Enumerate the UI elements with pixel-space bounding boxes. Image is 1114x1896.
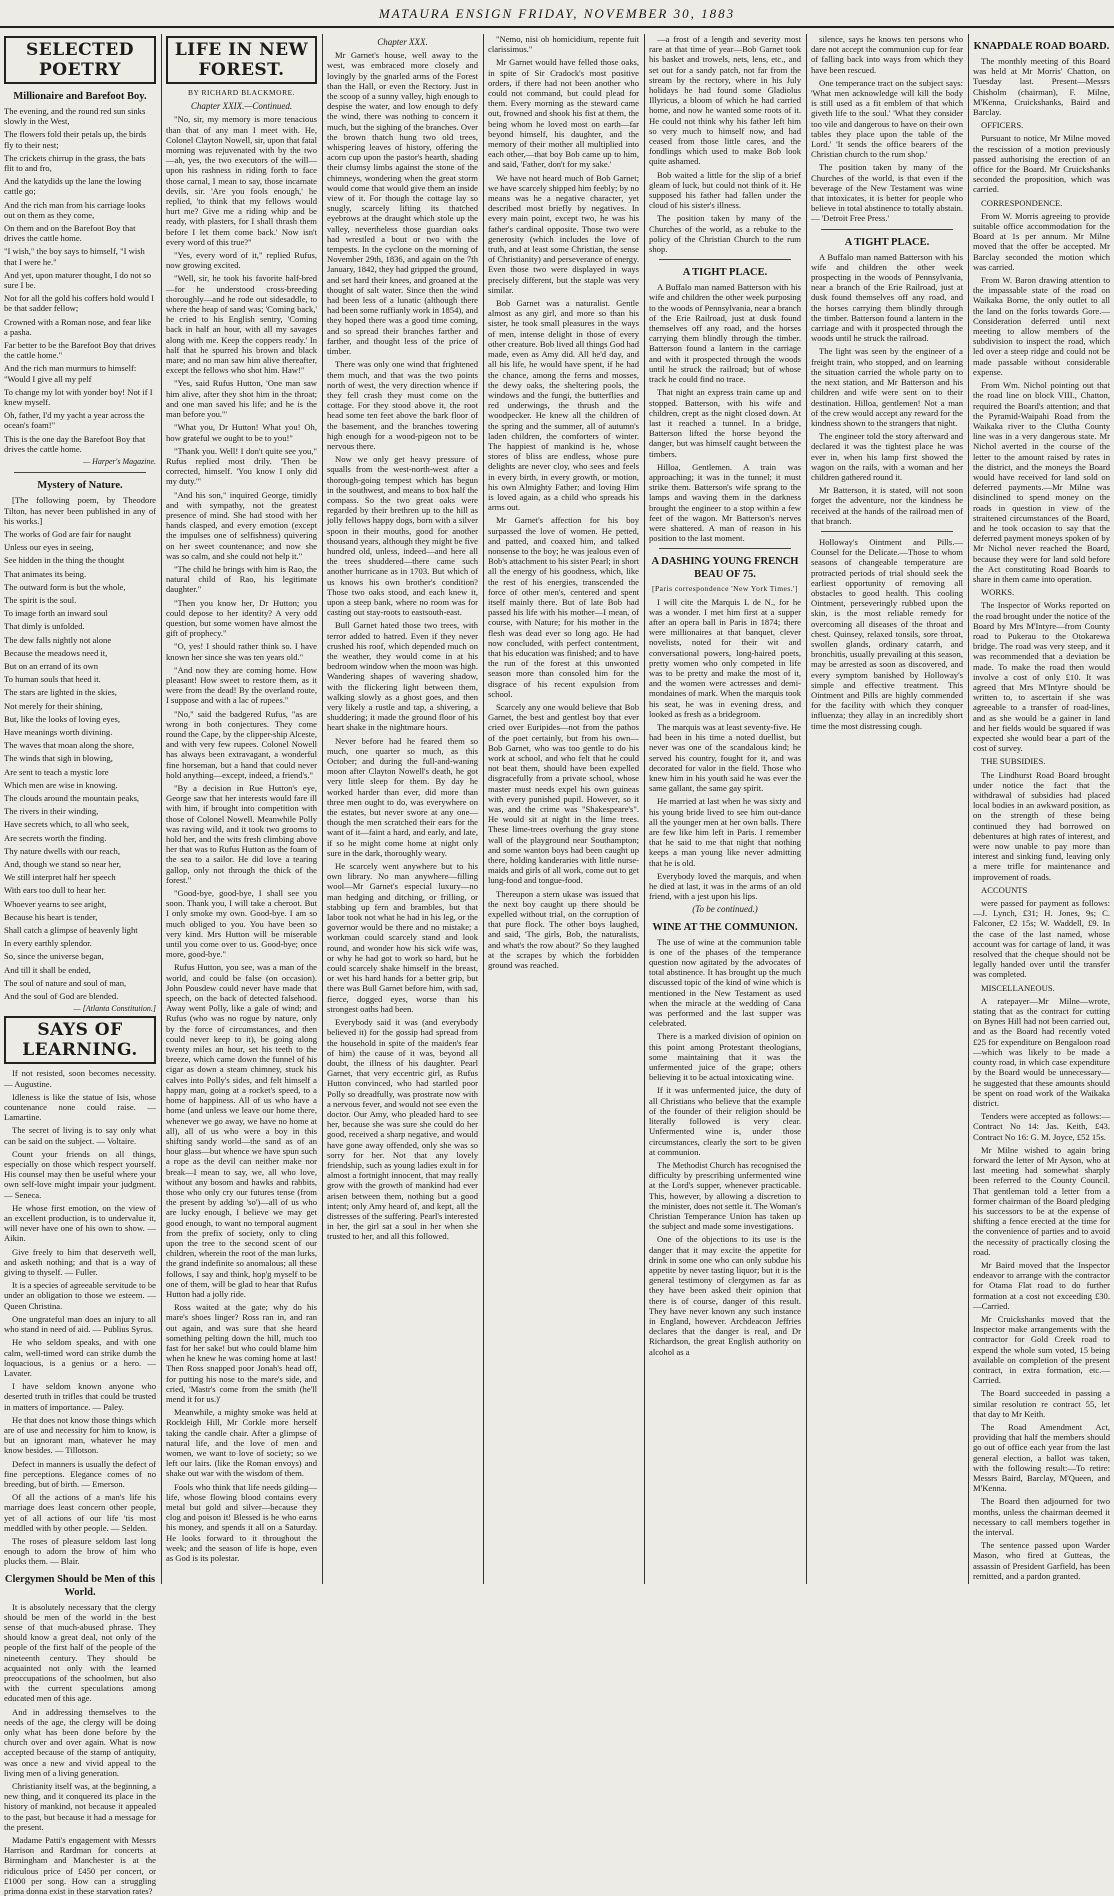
paragraph: The engineer told the story afterward and declared it was the tightest place he was ever in, when his lamp first showed the wagon on the rails, with a woman and her children gathered round it. xyxy=(811,431,963,482)
verse-line: On them and on the Barefoot Boy that drives the cattle home. xyxy=(4,223,136,244)
paragraph: The position taken by many of the Churches of the world, is that even if the beverage of the New Testament was wine that intoxicates, it is better for people who believe in total abstinence to totally abstain. — 'Detroit Free Press.' xyxy=(811,162,963,224)
tight-place-body xyxy=(649,282,801,543)
saying: He who seldom speaks, and with one calm, well-timed word can strike dumb the loquacious, is a genius or a hero. — Lavater. xyxy=(4,1337,156,1378)
paragraph: From W. Baron drawing attention to the impassable state of the road on Waikaka Borne, the only outlet to all the land on the forks towards Gore.—Consideration deferred until next meeting to allow members of the subdivision to inspect the road, which led over a steep ridge and could not be made passable without considerable expense. xyxy=(973,275,1110,377)
saying: Count your friends on all things, especially on those which respect yourself. His counsel may then be useful where your own self-love might impair your judgment. — Seneca. xyxy=(4,1148,156,1200)
masthead-rule xyxy=(0,26,1114,28)
verse-line: Are secrets worth the finding. xyxy=(4,832,107,843)
paragraph: "Yes, every word of it," replied Rufus, now growing excited. xyxy=(166,250,317,271)
clergy-article-body xyxy=(4,1602,156,1832)
divider xyxy=(659,548,791,549)
verse-line: Have secrets which, to all who seek, xyxy=(4,819,130,830)
paragraph: CORRESPONDENCE. xyxy=(981,197,1063,208)
paragraph: Ross waited at the gate; why do his mare's shoes linger? Ross ran in, and ran out again, and was sure that she heard something pelting down the hill, much too fast for her sake! but who could blame him when he knew he was coming home at last! Then Ross snapped poor Jonah's head off, for putting his nose to the mare's side, and cried, 'Mastr's come from the smith (he'll mend it for us.)' xyxy=(166,1302,317,1404)
poem2-body xyxy=(4,529,156,1001)
saying: If not resisted, soon becomes necessity. — Augustine. xyxy=(4,1068,156,1089)
paragraph: He married at last when he was sixty and his young bride lived to see him out-dance all the younger men at her own balls. There are few like him left in Paris. I remember that he said to me that night that nothing keeps a man young like never admitting that he is old. xyxy=(649,796,801,868)
holloway-notice: Holloway's Ointment and Pills.—Counsel for the Delicate.—Those to whom seasons of changeable temperature are protracted periods of trial should seek the earliest opportunity of removing all obstacles to good health. This cooling Ointment, perseveringly rubbed upon the skin, is the most reliable remedy for overcoming all diseases of the throat and chest. Quinsey, relaxed tonsils, sore throat, swollen glands, ordinary catarrh, and bronchitis, usually prevailing at this season, may be arrested as soon as discovered, and every symptom banished by Holloway's simple and effective treatment. This Ointment and Pills are highly commended for the facility with which they conquer influenza; they allay in an incredibly short time the most distressing cough. xyxy=(811,536,963,731)
wine-communion-body xyxy=(649,937,801,1357)
saying: It is a species of agreeable servitude to be under an obligation to those we esteem. — Queen Christina. xyxy=(4,1280,156,1311)
paragraph: ACCOUNTS xyxy=(981,884,1028,895)
verse-line: Oh, father, I'd my yacht a year across the ocean's foam!" xyxy=(4,410,145,431)
paragraph: "And his son," inquired George, timidly and with sympathy, not the greatest presence of mind. She had stood with her hands clasped, and every emotion (except the impulses one of selfishness) quivering on her sweet countenance; and now she was so calm, and she could not help it." xyxy=(166,489,317,561)
verse-line: The stars are lighted in the skies, xyxy=(4,687,117,698)
paragraph: "Thank you. Well! I don't quite see you," Rufus replied most drily. 'Then be corrected, himself. 'You know I only did my duty.'" xyxy=(166,445,317,487)
paragraph: Mr Garnet's affection for his boy surpassed the love of women. He petted, and patted, and coaxed him, and talked nonsense to the boy; he was jealous even of Bob's attachment to his sister Pearl; in short all the energy of his goodness, which, like the rest of his energies, transcended the force of other men's, centered and spent itself mainly there. But of late Bob had passed his life with his mother—I mean, of course, with Nature; for his mother in the flesh was dead ever so long ago. He had now concluded, with perfect contentment, that his education was finished; and to have the run of the forest at this unwonted season more than consoled him for the disgrace of his recent expulsion from school. xyxy=(488,515,639,699)
paragraph: Rufus Hutton, you see, was a man of the world, and could be false (on occasion). John Pousdew could never have made that speech, on the back of detected falsehood. Away went Polly, like a gale of wind; and Rufus (who was no rogue by nature, only by the force of circumstances, and then could never keep to it), be going along twenty miles an hour, set his teeth to the breeze, which came down the funnel of his cigar as down a steam chimney, stuck his calves into Polly's sides, and felt himself a happy man, going at a rocket's speed, to a home of happiness. All of us who have a home (and unless we leave our home there, whenever we go away, we have no home at all), all of us who were a boy in this shifting sandy world—the sand as of an hour glass—but whence we have spun such a rope as the devil can neither make nor break—I mean to say, we, all who love, without any bosom and hawks and rabbits, those who only cry our futures tense (from the present by adding 'so')—all of us who are lucky enough, I believe we may get good enough, to want no temporal augment from the prefix of society, only to cling upon the tree to the second scent of our children, wherein the root of the man lurks, the grand indefinite so anomalous; all these follows, I say and think, hop'g myself to be one of them, will be glad to hear that Rufus Hutton had a jolly ride. xyxy=(166,962,317,1299)
french-beau-source: [Paris correspondence 'New York Times.'] xyxy=(651,584,799,594)
paragraph: Never before had he feared them so much, one quarter so much, as this October; and during the full-and-waning moon after Clayton Nowell's death, he got very little sleep for them. By day he worked harder than ever, did more than three men ought to do, was everywhere on the estates, but never swore at any one—though the men scratched their ears for the want of it—faint a hard, and early, and late, if so he might come home at night only sure in the dark, thoroughly weary. xyxy=(327,735,478,858)
paragraph: The use of wine at the communion table is one of the phases of the temperance question now agitated by the advocates of total abstinence. It has brought up the much discussed topic of the kind of wine which is mentioned in the New Testament as used when the miracle at the wedding of Cana was performed and the last supper was celebrated. xyxy=(649,936,801,1029)
paragraph: "O, yes! I should rather think so. I have known her since she was ten years old." xyxy=(166,641,317,662)
verse-line: The winds that sigh in blowing, xyxy=(4,753,113,764)
poem1-body xyxy=(4,106,156,454)
serial-body xyxy=(166,114,317,1563)
paragraph: The Road Amendment Act, providing that half the members should go out of office each year from the last general election, a ballot was taken, with the following result:—To retire: Messrs Baird, Barclay, M'Queen, and M'Kenna. xyxy=(973,1422,1110,1494)
paragraph: Meanwhile, a mighty smoke was held at Rockleigh Hill, Mr Corkle more herself taking the candle chair. After a glimpse of natural life, and the love of men and women, we want to love of society; so we left our lairs. (like the Roman envoys) and shake out war with the wisdom of them. xyxy=(166,1407,317,1479)
paragraph: "By a decision in Rue Hutton's eye, George saw that her interests would fare ill with him, if brought into competition with those of Colonel Nowell. Meanwhile Polly was raving wild, and it took two grooms to hold her, and the wits fresh climbing above her that was to Rufus Hutton as the foam of the sea to a sailor. He did love a tearing gallop, only not through the thick of the forest." xyxy=(166,783,317,885)
paragraph: "No," said the badgered Rufus, "as are wrong in both conjectures. They come round the Cape, by the clipper-ship Alceste, and with very few rupees. Colonel Nowell has always been extravagant, a wonderful fine horseman, but a hand that could never hold anything—except, indeed, a friend's." xyxy=(166,708,317,780)
clergy-article-title: Clergymen Should be Men of this World. xyxy=(4,1573,156,1598)
paragraph: And in addressing themselves to the needs of the age, the clergy will be doing only what has been done before by the church over and over again. What is now accepted because of the stamp of antiquity, was once a new and vivid appeal to the living men of a living generation. xyxy=(4,1706,156,1778)
paragraph: "Good-bye, good-bye, I shall see you soon. Thank you, I will take a cheroot. But I only smoke my own. Good-bye. I am so much obliged to you. You have been so very kind. Mrs Hutton will be miserable until you come over to us. Good-bye; once more, good-bye." xyxy=(166,888,317,960)
saying: The roses of pleasure seldom last long enough to adorn the brow of him who plucks them. — Blair. xyxy=(4,1535,156,1567)
paragraph: Now we only get heavy pressure of squalls from the west-north-west after a thorough-going tempest which has begun in the southwest, and means to box half the compass. So the two great oaks were regarded by their brethren up to the hill as jolly fellows happy dogs, born with a silver spoon in their mouths, good for another thousand years, although they might be five hundred old, unless, indeed—and here all the trees shuddered—there came such another hurricane as in 1703. But which of us knows his own brother's condition? Those two oaks stood, and each knew it, upon a steep bank, where no room was for casting out stay-roots to eastsouth-east. xyxy=(327,454,478,618)
paragraph: The sentence passed upon Warder Mason, who fired at Gutteas, the assassin of President Garfield, has been remitted, and a pardon granted. xyxy=(973,1540,1110,1581)
verse-line: The flowers fold their petals up, the birds fly to their nest; xyxy=(4,129,147,150)
paragraph: WORKS. xyxy=(981,587,1015,598)
paragraph: "Then you know her, Dr Hutton; you could depose to her identity? A very odd question, but some women have almost the gift of prophecy." xyxy=(166,597,317,639)
paragraph: One of the objections to its use is the danger that it may excite the appetite for drink in some one who can only subdue his appetite by never tasting liquor; but it is the general testimony of clergymen as far as they have been asked their opinion that there is of course, danger of this result. They have never known any such instance in England, however. Archdeacon Jeffries declares that the danger is real, and Dr Richardson, the great English authority on alcohol as a xyxy=(649,1234,801,1357)
paragraph: From W. Morris agreeing to provide suitable office accommodation for the Board at 1s per annum. Mr Milne moved that the offer be accepted. Mr Barclay seconded the motion which was carried. xyxy=(973,210,1110,272)
chapter-heading: Chapter XXIX.—Continued. xyxy=(190,101,293,112)
verse-line: The outward form is but the whole, xyxy=(4,581,126,592)
saying: He whose first emotion, on the view of an excellent production, is to undervalue it, will never have one of his own to show. — Aikin. xyxy=(4,1202,156,1244)
verse-line: With ears too dull to hear her. xyxy=(4,885,107,896)
paragraph: were passed for payment as follows:—J. Lynch, £31; H. Jones, 9s; C. Falconer, £2 15s; W. Waddell, £9. In the case of the last named, whose account was for cartage of land, it was resolved that the cheque should not be legally handed over until the transfer was completed. xyxy=(973,898,1110,980)
paragraph: Christianity itself was, at the beginning, a new thing, and it conquered its place in the history of mankind, not because it appealed to the past, but because it had a message for the present. xyxy=(4,1781,156,1832)
sayings-title: SAYS OF LEARNING. xyxy=(4,1016,156,1064)
paragraph: If it was unfermented juice, the duty of all Christians who believe that the example of the founder of their religion should be literally followed is very clear. Unfermented wine is, under those circumstances, clearly the sort to be given at communion. xyxy=(649,1085,801,1157)
verse-line: The spirit is the soul. xyxy=(4,594,77,605)
sayings-body xyxy=(4,1068,156,1566)
paragraph: "And now they are coming home. How pleasant! How sweet to restore them, as it were from the dead! By the overland route, I suppose and with a lac of rupees." xyxy=(166,664,317,706)
verse-line: See hidden in the thing the thought xyxy=(4,555,125,566)
paragraph: There was only one wind that frightened them much, and that was the two points north of west, the very direction whence if they fell crash they must come on the cottage. For they stood above it, the root head some ten feet above the bark floor of the basement, and the branches towering high enough for a wood-pigeon not to be nervous there. xyxy=(327,359,478,451)
paragraph: The marquis was at least seventy-five. He had been in his time a noted duellist, but never was one of the scandalous kind; he served his country, fought for it, and was decorated for valor in the field. Those who knew him in his youth said he was ever the same gallant, the same gay spirit. xyxy=(649,721,801,794)
verse-line: The works of God are fair for naught xyxy=(4,528,132,539)
verse-line: To image forth an inward soul xyxy=(4,608,108,619)
paragraph: He scarcely went anywhere but to his own library. No man anywhere—filling wool—Mr Garnet's especial luxury—no man hedging and ditching, or frilling, or stabbing up fern and brambles, but that labor took not what he had in his leg, or the governor would be there and no mistake; a workman could scarcely stand and look round, and wonder how his sick wife was, or why he had got to work so hard, but he could scarcely shake himself in the breast, or wet his hard hands for a better grip, but there was Bull Garnet before him, with sad, fierce, dogged eyes, worse than his strongest oaths had been. xyxy=(327,861,478,1014)
verse-line: The soul of nature and soul of man, xyxy=(4,977,127,988)
paragraph: The Inspector of Works reported on the road brought under the notice of the Board by Mrs M'Intyre—from County road to Pukerau to the Otokarewa bridge. The road was very steep, and it was recommended that a deviation be made. To make the road then would involve a cost of only £10. It was agreed that Mrs M'Intyre should be written to, to ascertain if she was agreeable to a transfer of road-lines, and as she would be a gainer in land and her fields would be squared if was expected she would bear a part of the cost of survey. xyxy=(973,600,1110,754)
paragraph: A Buffalo man named Batterson with his wife and children the other week purposing to the woods of Pennsylvania, near a branch of the Erie Railroad, just at dusk found themselves off any road, and the horses carrying them blindly through the timber. Batterson found a lantern in the carriage and with it prospected through the woods until he struck the railroad; but of whose track he could find no trace. xyxy=(649,282,801,385)
paragraph: Mr Baird moved that the Inspector endeavor to arrange with the contractor for Otama Flat road to do further formation at a cost not exceeding £30.—Carried. xyxy=(973,1259,1110,1311)
paragraph: Everybody said it was (and everybody believed it) for the gossip had spread from the household in spite of the maiden's fear of him) the cause of it was, beyond all doubt, the illness of his daughter. Pearl Garnet, that very eccentric girl, as Rufus Hutton convinced, who had startled poor Polly so dreadfully, was prostrate now with a nervous fever, and would not see even the doctor. Our Amy, who pleaded hard to see her, because she was sure she could do her good, received a sharp negative, and would have gone away offended, only she was so sorry for her. Not that any lovely friendship, such as young ladies exult in for almost a fortnight innocent, that may really grow with the growth of mankind had ever arisen between them, nothing but a good intent; only Amy heard of, and kept, all the distresses of the suffering. Pearl's interested in her, the girl sat a soul in her when she trusted to her, and all this followed. xyxy=(327,1017,478,1242)
paragraph: "What you, Dr Hutton! What you! Oh, how grateful we ought to be to you!" xyxy=(166,422,317,443)
saying: Defect in manners is usually the defect of fine perceptions. Elegance comes of no breeding, but of birth. — Emerson. xyxy=(4,1458,156,1489)
paragraph: Bob waited a little for the slip of a brief gleam of luck, but could not think of it. He supposed his father had fallen under the cloud of his sister's illness. xyxy=(649,169,801,211)
paragraph: —a frost of a length and severity most rare at that time of year—Bob Garnet took his basket and trowels, nets, lens, etc., and set out for a sandy patch, not far from the stream by the rectory, where in his July holidays he had found some Gladiolus Illyricus, a bloom of which he had carried home, and now he wanted some roots of it. He could not think why his father left him so very much to himself now, and had ceased from those little cares, and the fondlings which used to make Bob look quite ashamed. xyxy=(649,34,801,167)
masthead: MATAURA ENSIGN FRIDAY, NOVEMBER 30, 1883 xyxy=(378,6,736,21)
poem1-title: Millionaire and Barefoot Boy. xyxy=(13,91,147,102)
verse-line: So, since the universe began, xyxy=(4,951,104,962)
verse-line: Shall catch a glimpse of heavenly light xyxy=(4,925,138,935)
road-board-body xyxy=(973,56,1110,1581)
paragraph: The position taken by many of the Churches of the world, as a rebuke to the policy of the Christian Church to the rum shop. xyxy=(649,213,801,255)
verse-line: Are sent to teach a mystic lore xyxy=(4,766,109,777)
verse-line: Not for all the gold his coffers hold would I be that sadder fellow; xyxy=(4,293,154,314)
paragraph: Thereupon a stern ukase was issued that the next boy caught up there should be expelled without trial, on the corruption of that pure flock. The other boys laughed, and said, 'The girls, Bob, the naturalists, and what's the row about?' So they laughed at the scrapes by which the forbidden ground was reached. xyxy=(488,888,639,971)
verse-line: The dew falls nightly not alone xyxy=(4,634,112,645)
knapdale-road-board-title: KNAPDALE ROAD BOARD. xyxy=(973,41,1110,52)
verse-line: But, like the looks of loving eyes, xyxy=(4,713,121,724)
patti-notice: Madame Patti's engagement with Messrs Harrison and Rardman for concerts at Birmingham and Manchester is at the ridiculous price of £450 per concert, or £1000 per song. How can a struggling prima donna exist in these starvation rates? xyxy=(4,1835,156,1896)
paragraph: Everybody loved the marquis, and when he died at last, it was in the arms of an old friend, with a jest upon his lips. xyxy=(649,870,801,902)
column-1 xyxy=(0,34,160,1896)
verse-line: The crickets chirrup in the grass, the bats flit to and fro, xyxy=(4,152,146,174)
verse-line: This is the one day the Barefoot Boy that drives the cattle home. xyxy=(4,433,146,454)
poem2-intro: [The following poem, by Theodore Tilton, has never been published in any of his works.] xyxy=(4,495,156,526)
paragraph: Fools who think that life needs gilding—life, whose flowing blood contains every metal but gold and silver—because they clog and poison it! Blessed is he who earns his money, and spends it all on a Saturday. He looks forward to it throughout the week; and the season of life is hope, even as God is its polestar. xyxy=(166,1481,317,1564)
paragraph: Mr Garnet's house, well away to the west, was embraced more closely and lovingly by the gnarled arms of the Forest than the Hall, or even the Rectory. Just in the scoop of a sunny valley, high enough to despise the water, and low enough to defy the wind, there was nothing to concern it much, but the sighing of the branches. Over the brown thatch hung two old trees, whispering leaves of history, offering the acorn cup upon the pastor's hearth, shading their clumsy limbs against the stone of the chimneys, wondering when the great storm would come that would give them an inside view of it. For though the cottage lay so snugly, scarcely lifting its thatched eyebrows at the draught which stole up the valley, nevertheless those guardian oaks had wrestled a bout or two with the tempests. In the cyclone on the morning of November 29th, 1836, and again on the 7th January, 1842, they had gripped the ground, and set hard their knees, and groaned at the thought of salt water. Since then the wind had been less of a lunatic (although there had been some ruffianly work in 1854), and they hoped there was a good time coming, and so spread their branches farther and farther, and thought less of the price of timber. xyxy=(327,50,478,357)
divider xyxy=(659,259,791,260)
paragraph: Pursuant to notice, Mr Milne moved the rescission of a motion previously passed authorising the erection of an office for the Board. Mr Cruickshanks seconded the proposition, which was carried. xyxy=(973,133,1110,195)
verse-line: We still interpret half her speech xyxy=(4,872,116,883)
wine-communion-title: WINE AT THE COMMUNION. xyxy=(652,921,798,933)
paragraph: A Buffalo man named Batterson with his wife and children the other week prospecting in the woods of Pennsylvania, near a branch of the Erie Railroad, just at dusk found themselves off any road, and the horses carrying them blindly through the timber. Batterson found a lantern in the carriage and with it prospected through the woods until he struck the railroad. xyxy=(811,251,963,344)
french-beau-title: A DASHING YOUNG FRENCH BEAU OF 75. xyxy=(651,556,799,581)
paragraph: The Board succeeded in passing a similar resolution re contract 55, let that day to Mr Keith. xyxy=(973,1388,1110,1419)
paragraph: Tenders were accepted as follows:—Contract No 14: Jas. Keith, £43. Contract No 16: G. M. Joyce, £52 15s. xyxy=(973,1111,1110,1142)
paragraph: From Wm. Nichol pointing out that the road line on block VIII., Chatton, required the Board's attention; and that the Pyramid-Waipahi Road from the Waikaka river to the Clutha County line was in a very dangerous state. Mr Nichol averted in the course of the letter to the amount raised by rates in the district, and the moneys the Board would have received for land sold on deferred payments.—Mr Milne was disinclined to spend money on the roads in question in view of the straitened circumstances of the Board, and he took occasion to say that the deferred payment moneys spoken of by Mr Nichol never reached the Board, because they were for land sold before the Act constituting Road Boards to share in them came into operation. xyxy=(973,380,1110,584)
divider xyxy=(14,472,146,473)
verse-line: Not merely for their shining, xyxy=(4,700,103,711)
paragraph: MISCELLANEOUS. xyxy=(981,982,1055,993)
verse-line: Which men are wise in knowing. xyxy=(4,779,118,790)
wine-communion-continued xyxy=(811,34,963,224)
paragraph: That night an express train came up and stopped. Batterson, with his wife and children, crept as the night closed down. At last it reached a tunnel. In a bridge, Batterson lifted the horse beyond the danger, but was himself caught between the timbers. xyxy=(649,387,801,459)
verse-line: "I wish," the boy says to himself, "I wish that I were he." xyxy=(4,246,145,267)
column-6 xyxy=(807,34,967,1584)
paragraph: "No, sir, my memory is more tenacious than that of any man I meet with. He, Colonel Clayton Nowell, sir, upon that fatal morning was rejuvenated with by the two—ah, yes, the two executors of the will—upon his rashness in riding forth to face those carnal, I mean to say, those incarnate devils, sir. 'Are you fools enough,' he replied, 'to think that my fellows would hurt me? Give me a riding whip and be ready, with plasters, for I shall thrash them before I let them come back.' Now isn't every word of this true?" xyxy=(166,114,317,247)
verse-line: And the katydids up the lane the lowing cattle go; xyxy=(4,176,142,197)
paragraph: It is absolutely necessary that the clergy should be men of the world in the best sense of that much-abused phrase. They should know a great deal, not only of the people of the first half of the people of the nineteenth century. They should be acquainted not only with the learned preoccupations of the schoolmen, but also with the current speculations among educated men of this age. xyxy=(4,1601,156,1704)
verse-line: And yet, upon maturer thought, I do not so sure I be. xyxy=(4,269,152,291)
tight-place-body xyxy=(811,252,963,526)
verse-line: Have meanings worth divining. xyxy=(4,726,113,737)
column-3 xyxy=(323,34,482,1584)
paragraph: OFFICERS. xyxy=(981,120,1024,131)
verse-line: And till it shall be ended, xyxy=(4,964,91,975)
verse-line: Whoever yearns to see aright, xyxy=(4,898,107,909)
paragraph: THE SUBSIDIES. xyxy=(981,756,1046,767)
verse-line: Unless our eyes in seeing, xyxy=(4,542,94,553)
paragraph: The light was seen by the engineer of a freight train, who stopped, and on learning the situation carried the whole party on to the next station, and Mr Batterson and his children and wife were sent on to their destination. Hilloa, gentlemen! Not a man of the crew would accept any reward for the kindness shown to the strangers that night. xyxy=(811,346,963,428)
verse-line: Thy nature dwells with our reach, xyxy=(4,845,120,856)
paragraph: Bull Garnet hated those two trees, with terror added to hatred. Even if they never crushed his roof, which depended much on the weather, they would come in at his bedroom window when the moon was high. Wandering shapes of wavering shadow, with the flickering light between them, walking slowly as a ghost goes, and then very likely a rustle and tap, a shivering, a shuddering; it made the ground floor of his heart shake in the nightmare hours. xyxy=(327,620,478,733)
paragraph: One temperance tract on the subject says: 'What men acknowledge will kill the body is still used as a fit emblem of that which giveth life to the soul.' 'What they consider too vile and dangerous to have on their own tables they place upon the table of the Lord.' 'It sends the office bearers of the Christian church to the rum shop.' xyxy=(811,77,963,160)
paragraph: We have not heard much of Bob Garnet; we have scarcely shipped him feebly; by no means was he a negative character, yet described most briefly by negatives. In every main point, except two, he was his father's cardinal opposite. Those two were generosity (which includes the love of truth, and at least some Christian, the sense of Christianity) and perseverance of energy. Even those two were displayed in ways precisely different, but the staple was very similar. xyxy=(488,172,639,295)
verse-line: Far better to be the Barefoot Boy that drives the cattle home." xyxy=(4,340,156,361)
paragraph: Mr Milne wished to again bring forward the letter of Mr Ayson, who at last meeting had somewhat sharply been referred to the County Council. That gentleman told a letter from a former chairman of the Board pledging his successors to be at the expense of shifting a fence erected at the time for the convenience of parties and to avoid the necessity of practically closing the road. xyxy=(973,1144,1110,1257)
verse-line: But on an errand of its own xyxy=(4,660,99,671)
verse-line: To change my lot with yonder boy! Not if I knew myself. xyxy=(4,386,153,408)
paragraph: Mr Batterson, it is stated, will not soon forget the adventure, nor the kindness he received at the hands of the railroad men of that branch. xyxy=(811,485,963,526)
verse-line: The waves that moan along the shore, xyxy=(4,740,135,751)
verse-line: In every earthly splendor. xyxy=(4,938,92,949)
verse-line: The clouds around the mountain peaks, xyxy=(4,792,140,803)
paragraph: A ratepayer—Mr Milne—wrote, stating that as the contract for cutting on Bynes Hill had not been carried out, and as the Board had recently voted £25 for expenditure on Bengaloon road—which was likely to be made a county road, in which case expenditure by the Board would be unnecessary—he suggested that these amounts should be spent on road work of the Waikaka district. xyxy=(973,995,1110,1108)
divider xyxy=(821,531,953,532)
saying: Idleness is like the statue of Isis, whose countenance none could raise. — Lamartine. xyxy=(4,1091,156,1123)
to-be-continued: (To be continued.) xyxy=(692,904,758,915)
tight-place-title: A TIGHT PLACE. xyxy=(844,236,930,248)
saying: The secret of living is to say only what can be said on the subject. — Voltaire. xyxy=(4,1125,156,1146)
divider xyxy=(821,229,953,230)
paragraph: "The child he brings with him is Rao, the natural child of Rao, his legitimate daughter." xyxy=(166,563,317,595)
columns xyxy=(0,34,1114,1896)
paragraph: There is a marked division of opinion on this point among Protestant theologians, some maintaining that it was the unfermented juice of the grape; others believing it to be actual intoxicating wine. xyxy=(649,1031,801,1083)
verse-line: And the rich man from his carriage looks out on them as they come, xyxy=(4,199,146,220)
life-in-new-forest-title: LIFE IN NEW FOREST. xyxy=(166,36,317,84)
verse-line: And the soul of God are blended. xyxy=(4,991,119,1002)
verse-line: Because his heart is tender, xyxy=(4,911,98,922)
poem1-source: — Harper's Magazine. xyxy=(82,457,156,467)
serial-body xyxy=(488,34,639,970)
serial-body xyxy=(649,34,801,254)
french-beau-body xyxy=(649,597,801,902)
poem2-source: — [Atlanta Constitution.] xyxy=(73,1004,156,1014)
byline: BY RICHARD BLACKMORE. xyxy=(187,88,296,97)
paragraph: Scarcely any one would believe that Bob Garnet, the best and gentlest boy that ever cried over Euripides—not from the pathos of the poet certainly, but from his own—Bob Garnet, who was too gentle to do his work at school, and who felt that he could not beat them, should have been expelled disgracefully from a private school, whose master must needs expel his own guineas with every punished pupil. However, so it was, and the crime was "Shakespeare's". He would sit at night in the lime trees. These lime-trees overhung the gray stone wall of the playground near Southampton; and some wanton boys had been caught up there, holding kanderaries with little nurse-maids and girls of all work, come out to get lung-food and tongue-food. xyxy=(488,702,639,886)
paragraph: "Well, sir, he took his favorite half-bred—for he understood cross-breeding thoroughly—and he rode out sidesaddle, to where the heap of sand was; 'Coming back,' he cried to his English sentry, 'Coming back in half an hour, with all my savages along with me. Keep the coppers ready.' In half that he spurred his brown and black mare; and no man saw him alive thereafter, except the fellows who shot him. Haw!" xyxy=(166,273,317,376)
verse-line: And, though we stand so near her, xyxy=(4,858,122,869)
paragraph: Mr Garnet would have felled those oaks, in spite of Sir Cradock's most positive orders, if there had not been another who could not command, but could plead for them. Every morning as the steward came out, frowned and shook his fist at them, the being whom he loved most on earth—far beyond himself, his daughter, and the memory of their mother all multiplied into each other,—that boy Bob came up to him, and said, 'Father, don't for my sake.' xyxy=(488,57,639,170)
verse-line: That dimly is unfolded. xyxy=(4,621,85,632)
paragraph: "Yes, said Rufus Hutton, 'One man saw him alive, after they shot him in the throat; and one man saved his life; and he is the man before you.'" xyxy=(166,378,317,420)
column-7 xyxy=(969,34,1114,1584)
serial-body xyxy=(327,50,478,1241)
verse-line: Crowned with a Roman nose, and fear like a pasha. xyxy=(4,316,152,337)
column-5 xyxy=(645,34,805,1584)
verse-line: And the rich man murmurs to himself: "Would I give all my pelf xyxy=(4,363,137,384)
chapter-heading: Chapter XXX. xyxy=(377,37,428,47)
paragraph: Hilloa, Gentlemen. A train was approaching; it was in the tunnel; it must strike them. Batterson's wife sprang to the lamps and waving them in the darkness brought the engineer to a stop within a few feet of the wagon. Mr Batterson's nerves were shattered. A man of reason in his position to the last moment. xyxy=(649,461,801,544)
verse-line: That animates its being. xyxy=(4,568,87,579)
paragraph: Mr Cruickshanks moved that the Inspector make arrangements with the contractor for Gold Creek road to expend the whole sum voted, 15 being available on completion of the present contract, in extra formation, etc.—Carried. xyxy=(973,1313,1110,1386)
paragraph: The monthly meeting of this Board was held at Mr Morris' Chatton, on Tuesday last. Present—Messrs Chisholm (chairman), F. Milne, M'Kenna, Cruickshanks, Baird and Barclay. xyxy=(973,56,1110,118)
selected-poetry-title: SELECTED POETRY xyxy=(4,36,156,84)
saying: Give freely to him that deserveth well, and asketh nothing; and that is a way of giving to thyself. — Fuller. xyxy=(4,1246,156,1278)
paragraph: The Board then adjourned for two months, unless the chairman deemed it necessary to call members together in the interval. xyxy=(973,1496,1110,1538)
verse-line: The rivers in their winding, xyxy=(4,806,99,817)
verse-line: Because the meadows need it, xyxy=(4,647,108,658)
verse-line: The evening, and the round red sun sinks slowly in the West, xyxy=(4,106,146,127)
paragraph: Bob Garnet was a naturalist. Gentle almost as any girl, and more so than his sister, he took small pleasures in the ways of men, intense delight in those of every other creature. Bob lived all things God had made, even as Amy did. All he'd day, and all his life, he would have spent, if he had the chance, among the ferns and mosses, the dewy oaks, the sheltering pools, the windows and the fungi, the butterflies and red underwings, the thrush and the woodpecker. He knew all the children of the spring and the summer, all of autumn's laden children, the comforters of winter. The happiest of mankind is he, whose stores of bliss are endless, whose pure delights are never cloy, who sees and feels in every birth, in every growth, or motion, his own Almighty Father; and loving Him is loved again, as a child who spreads his arms out. xyxy=(488,298,639,513)
saying: Of all the actions of a man's life his marriage does least concern other people, yet of all actions of our life 'tis most meddled with by other people. — Selden. xyxy=(4,1492,156,1533)
saying: I have seldom known anyone who deserted truth in trifles that could be trusted in matters of importance. — Paley. xyxy=(4,1381,156,1412)
paragraph: "Nemo, nisi ob homicidium, repente fuit clarissimus." xyxy=(488,34,639,55)
paragraph: I will cite the Marquis L de N., for he was a wonder. I met him first at a supper after an opera ball in Paris in 1874; there were millionaires at that banquet, clever novelists, noted for their wit and conversational powers, long-haired poets, pretty women who only competed in life was to be pretty and make the most of it, and the women were actresses and demi-mondaines of mark. When the marquis took his seat, he was in evening dress, and looked as fresh as a bridegroom. xyxy=(649,596,801,719)
column-2 xyxy=(162,34,321,1584)
paragraph: silence, says he knows ten persons who dare not accept the communion cup for fear of falling back into ways from which they have been rescued. xyxy=(811,34,963,75)
poem2-title: Mystery of Nature. xyxy=(37,480,123,492)
saying: He that does not know those things which are of use and necessity for him to know, is but an ignorant man, whatever he may know besides. — Tillotson. xyxy=(4,1414,156,1456)
verse-line: To human souls that heed it. xyxy=(4,674,101,685)
paragraph: The Methodist Church has recognised the difficulty by prescribing unfermented wine at the Lord's supper, whenever practicable. This, however, by allowing a discretion to the minister, does not settle it. The Woman's Christian Temperance Union has taken up the subject and made some investigations. xyxy=(649,1159,801,1232)
paragraph: The Lindhurst Road Board brought under notice the fact that the withdrawal of subsidies had placed local bodies in an awkward position, as on the strength of these being continued they had borrowed on debentures at high rates of interest, and were now unable to pay more than interest and sinking fund, leaving only a mere trifle for maintenance and improvement of roads. xyxy=(973,769,1110,882)
tight-place-title: A TIGHT PLACE. xyxy=(682,267,768,279)
saying: One ungrateful man does an injury to all who stand in need of aid. — Publius Syrus. xyxy=(4,1313,156,1335)
column-4 xyxy=(484,34,643,1584)
